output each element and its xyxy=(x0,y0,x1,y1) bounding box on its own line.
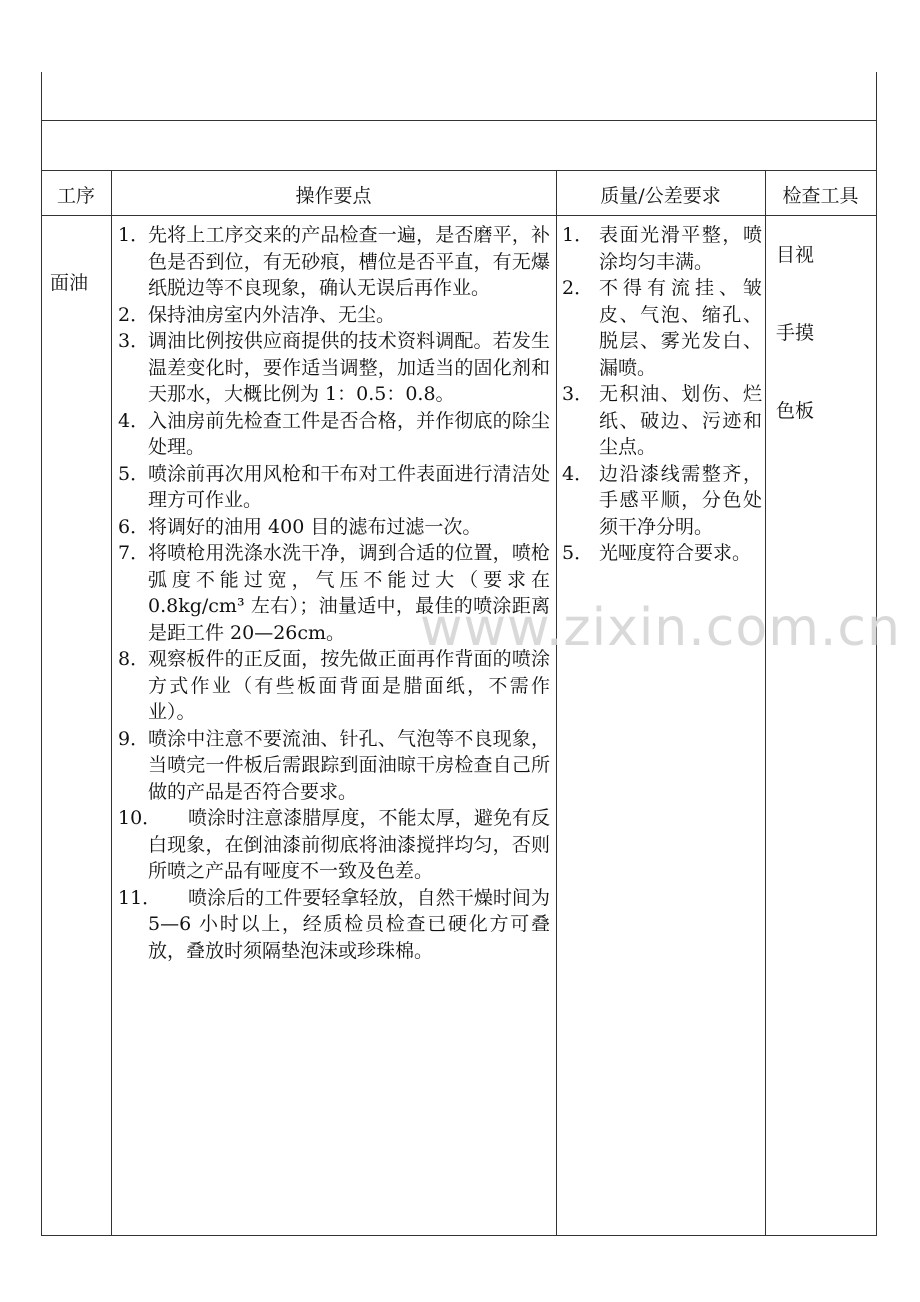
tool-color-board: 色板 xyxy=(776,400,815,422)
operation-step: 5． 喷涂前再次用风枪和干布对工件表面进行清洁处理方可作业。 xyxy=(118,462,550,511)
operation-step: 11． 喷涂后的工件要轻拿轻放，自然干燥时间为 5—6 小时以上，经质检员检查已硬化方可叠放，叠放时须隔垫泡沫或珍珠棉。 xyxy=(118,886,550,962)
quality-requirement: 2． 不得有流挂、皱皮、气泡、缩孔、脱层、雾光发白、漏喷。 xyxy=(562,277,762,379)
quality-requirement: 5． 光哑度符合要求。 xyxy=(562,542,752,564)
quality-requirements-list xyxy=(562,222,762,567)
operation-step: 3． 调油比例按供应商提供的技术资料调配。若发生温差变化时，要作适当调整，加适当的固化剂和天那水，大概比例为 1：0.5：0.8。 xyxy=(118,330,550,405)
table-rule-1 xyxy=(41,120,877,121)
header-tools: 检查工具 xyxy=(782,185,859,207)
operation-steps-list xyxy=(118,222,550,964)
process-name: 面油 xyxy=(50,272,89,294)
tool-visual: 目视 xyxy=(776,244,815,266)
operation-step: 1． 先将上工序交来的产品检查一遍，是否磨平，补色是否到位，有无砂痕，槽位是否平直，有无爆纸脱边等不良现象，确认无误后再作业。 xyxy=(118,224,550,299)
quality-requirement: 3． 无积油、划伤、烂纸、破边、污迹和尘点。 xyxy=(562,383,762,458)
table-border-bottom xyxy=(41,1235,877,1236)
col-divider-2 xyxy=(556,170,557,1236)
col-divider-1 xyxy=(111,170,112,1236)
inspection-tools xyxy=(776,240,814,474)
watermark: www.zixin.com.cn xyxy=(420,598,901,658)
operation-step: 8． 观察板件的正反面，按先做正面再作背面的喷涂方式作业（有些板面背面是腊面纸，不需作业）。 xyxy=(118,648,550,723)
operation-step: 9． 喷涂中注意不要流油、针孔、气泡等不良现象，当喷完一件板后需跟踪到面油晾干房检查自己所做的产品是否符合要求。 xyxy=(118,727,550,803)
col-divider-3 xyxy=(765,170,766,1236)
quality-requirement: 4． 边沿漆线需整齐，手感平顺，分色处须干净分明。 xyxy=(562,462,762,538)
operation-step: 4． 入油房前先检查工件是否合格，并作彻底的除尘处理。 xyxy=(118,409,550,458)
header-quality: 质量/公差要求 xyxy=(600,185,721,207)
header-process: 工序 xyxy=(56,185,95,207)
quality-requirement: 1． 表面光滑平整，喷涂均匀丰满。 xyxy=(562,224,762,273)
operation-step: 2． 保持油房室内外洁净、无尘。 xyxy=(118,303,396,326)
table-rule-2 xyxy=(41,170,877,171)
operation-step: 10． 喷涂时注意漆腊厚度，不能太厚，避免有反白现象，在倒油漆前彻底将油漆搅拌均匀，否则所喷之产品有哑度不一致及色差。 xyxy=(118,807,550,882)
tool-touch: 手摸 xyxy=(776,322,815,344)
header-operation: 操作要点 xyxy=(295,185,372,207)
table-border-left xyxy=(41,72,42,1236)
table-rule-3 xyxy=(41,215,877,216)
operation-step: 7． 将喷枪用洗涤水洗干净，调到合适的位置，喷枪弧度不能过宽，气压不能过大（要求在 0.8kg/cm³ 左右）；油量适中，最佳的喷涂距离是距工件 20—26cm。 xyxy=(118,542,550,644)
operation-step: 6． 将调好的油用 400 目的滤布过滤一次。 xyxy=(118,515,482,538)
